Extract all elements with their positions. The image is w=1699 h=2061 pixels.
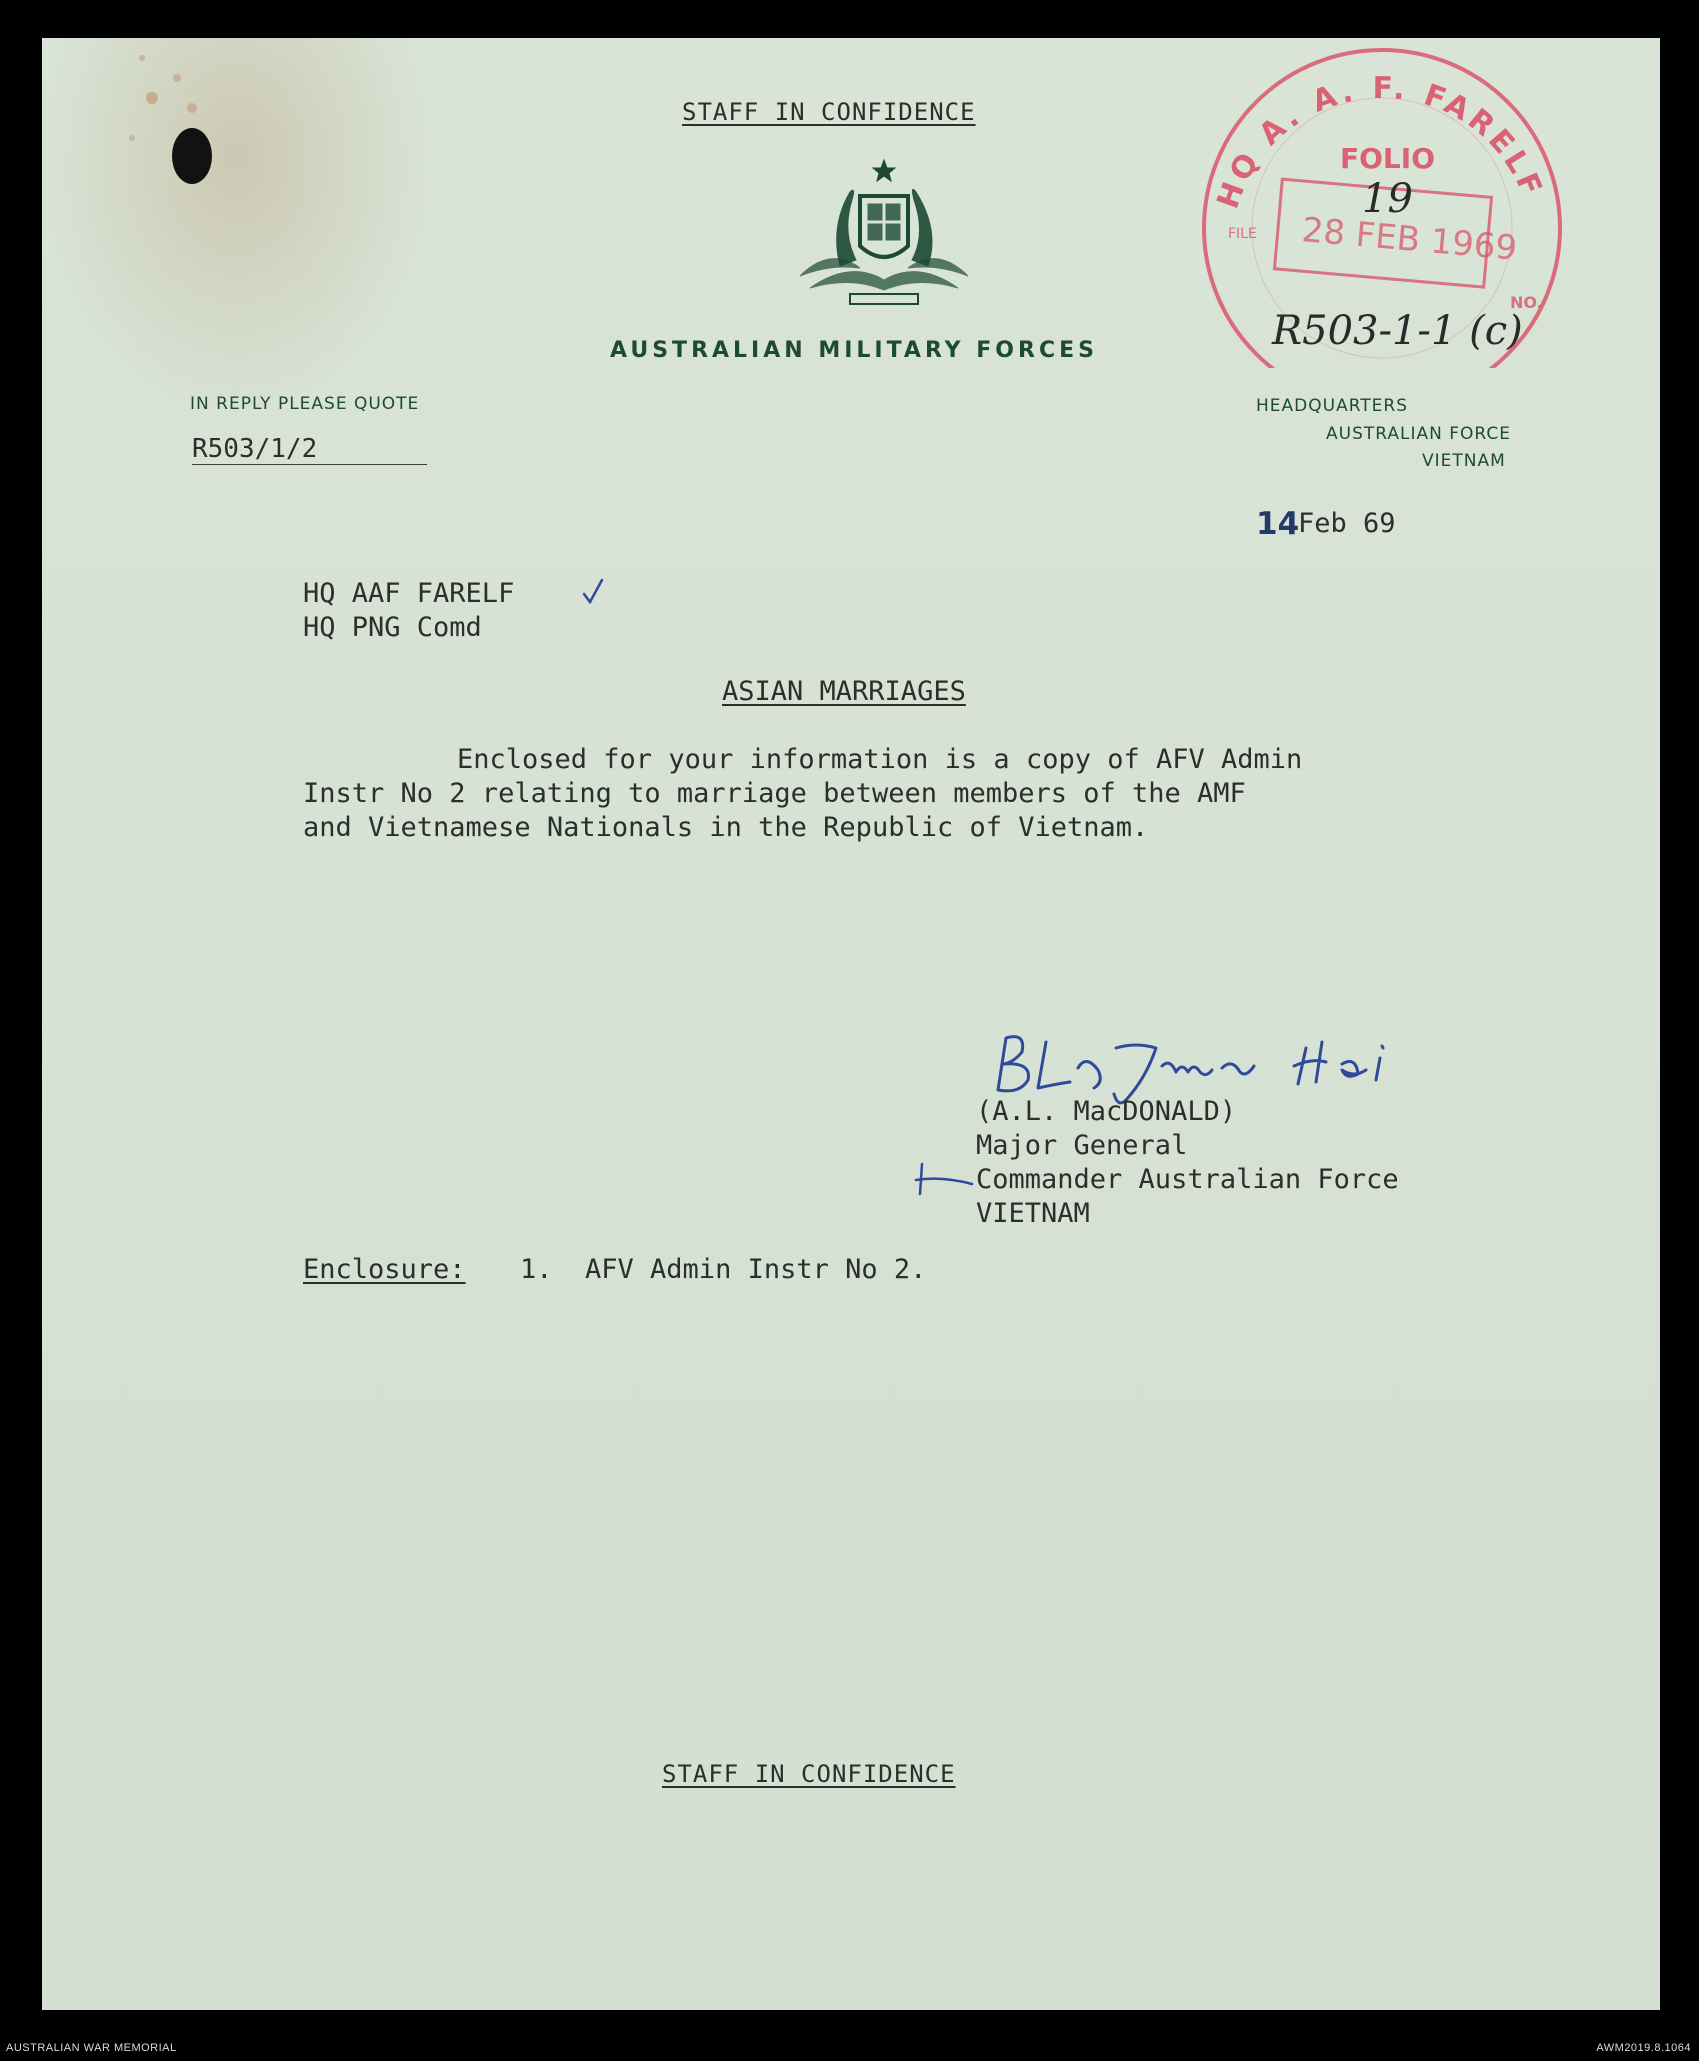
stamp-file-number: R503-1-1 (c) — [1272, 308, 1523, 354]
stamp-no-label: NO. — [1510, 293, 1543, 312]
archive-id: AWM2019.8.1064 — [1596, 2042, 1691, 2054]
stamp-file-label: FILE — [1228, 226, 1257, 242]
body-line-3: and Vietnamese Nationals in the Republic of Vietnam. — [303, 812, 1149, 843]
addressee-1: HQ AAF FARELF — [303, 578, 515, 609]
reply-underline — [192, 464, 427, 465]
document-page — [42, 38, 1660, 2010]
handwritten-signature — [986, 1018, 1446, 1108]
signatory-rank: Major General — [976, 1130, 1188, 1161]
stamp-folio-number: 19 — [1362, 176, 1413, 222]
enclosure-item: 1. AFV Admin Instr No 2. — [520, 1254, 927, 1285]
signatory-title: Commander Australian Force — [976, 1164, 1399, 1195]
classification-bottom: STAFF IN CONFIDENCE — [662, 1760, 956, 1788]
sender-line-3: VIETNAM — [1422, 451, 1506, 471]
organization-name: AUSTRALIAN MILITARY FORCES — [610, 338, 1098, 363]
for-mark-icon — [912, 1158, 982, 1198]
stamp-folio-label: FOLIO — [1340, 142, 1435, 175]
sender-line-2: AUSTRALIAN FORCE — [1326, 424, 1511, 444]
signatory-country: VIETNAM — [976, 1198, 1090, 1229]
paper-stain — [82, 38, 242, 178]
archive-credit: AUSTRALIAN WAR MEMORIAL — [6, 2042, 177, 2054]
enclosure-label: Enclosure: — [303, 1254, 466, 1285]
date-month-year: Feb 69 — [1298, 508, 1396, 539]
addressee-2: HQ PNG Comd — [303, 612, 482, 643]
punch-hole — [172, 128, 212, 184]
sender-line-1: HEADQUARTERS — [1256, 396, 1409, 416]
check-mark-icon — [582, 578, 604, 604]
signatory-name: (A.L. MacDONALD) — [976, 1096, 1237, 1127]
stamp-date: 28 FEB 1969 — [1300, 210, 1519, 269]
body-line-1: Enclosed for your information is a copy of AFV Admin — [457, 744, 1303, 775]
reply-reference: R503/1/2 — [192, 434, 318, 464]
date-day: 14 — [1256, 506, 1300, 542]
subject-heading: ASIAN MARRIAGES — [722, 676, 966, 707]
body-line-2: Instr No 2 relating to marriage between members of the AMF — [303, 778, 1246, 809]
stamp-ring-text: HQ A. A. F. FARELF — [1210, 70, 1550, 214]
coat-of-arms-emblem — [790, 156, 978, 316]
classification-top: STAFF IN CONFIDENCE — [682, 98, 976, 126]
reply-label: IN REPLY PLEASE QUOTE — [190, 394, 420, 414]
